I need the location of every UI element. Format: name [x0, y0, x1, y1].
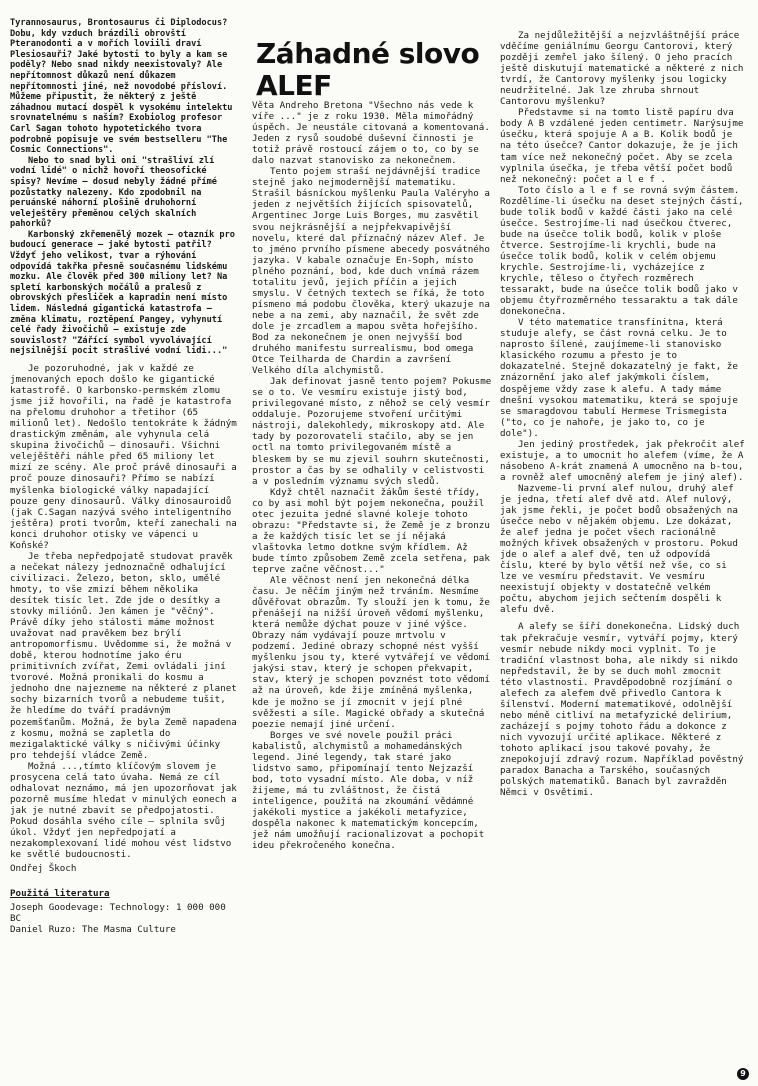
intro-paragraph-2: Nebo to snad byli oni "strašliví zlí vodní lidé" o nichž hovoří theosofické spisy? Nevíme – dosud nebyly žádné přímé pozůstatky nalezeny. Kdo zpodobnil na peruánské náhorní plošině druhohorní veleještěry přeměnou celých skalních pahorků?: [10, 155, 217, 230]
paragraph: Tento pojem straší nejdávnější tradice stejně jako nejmodernější matematiku. Strašil básníckou myšlenku Paula Valéryho a jeden z největších žijících spisovatelů, Argentinec Jorge Luis Borges, mu zasvětil svou nejkrásnější a nejpřekvapivější novelu, které dal příznačný název Alef. Je to jméno prvního písmene abecedy posvátného jazyka. V kabale označuje En-Soph, místo plného poznání, bod, kde duch vnímá rázem totalitu jevů, jejich příčin a jejich smyslu. V četných textech se říká, že toto písmeno má podobu člověka, který ukazuje na nebe a na zemi, aby naznačil, že svět zde dole je zrcadlem a mapou světa hořejšího. Bod za nekonečnem je onen nejvyšší bod druhého manifestu surrealismu, bod omega Otce Teilharda de Chardin a završení Velkého díla alchymistů.: [252, 166, 490, 377]
paragraph: V této matematice transfinitna, která studuje alefy, se část rovná celku. Je to naprosto šílené, zaujímeme-li stanovisko klasického rozumu a přesto je to dokazatelné. Stejně dokazatelný je fakt, že znázornění jako alef jakýmkoli číslem, dospějeme vždy zase k alefu. A tady máme dnešní vysokou matematiku, která se spojuje se smaragdovou tabulí Hermese Trismegista ("to, co je nahoře, je jako to, co je dole").: [500, 317, 738, 439]
column-3: [500, 30, 745, 798]
literature-item: Joseph Goodevage: Technology: 1 000 000 BC: [10, 902, 226, 925]
paragraph: Představme si na tomto listě papíru dva body A B vzdálené jeden centimetr. Narýsujme úsečku, která spojuje A a B. Kolik bodů je na této úsečce? Cantor dokazuje, že je jich tam více než nekonečný počet. Aby se zcela vyplnila úsečka, je třeba větší počet bodů než nekonečný: počet a l e f .: [500, 107, 744, 185]
literature-heading: Použitá literatura: [10, 888, 110, 900]
paragraph: Za nejdůležitější a nejzvláštnější práce vděčíme geniálnímu Georgu Cantorovi, který později zemřel jako šílený. O jeho pracích ještě diskutují matematické a některé z nich tvrdí, že Cantorovy myšlenky jsou logicky neudržitelné. Jak lze zhruba shrnout Cantorovu myšlenku?: [500, 30, 744, 108]
paragraph: Jen jediný prostředek, jak překročit alef existuje, a to umocnit ho alefem (víme, že A násobeno A-krát znamená A umocněno na b-tou, a rovněž alef umocněný alefem je jiný alef).: [500, 438, 745, 483]
paragraph: Nazveme-li první alef nulou, druhý alef je jedna, třetí alef dvě atd. Alef nulový, jak jsme řekli, je počet bodů obsažených na úsečce nebo v nějakém objemu. Lze dokázat, že alef jedna je počet všech racionálně možných křivek obsažených v prostoru. Pokud jde o alef a alef dvě, ten už odpovídá číslu, které by bylo větší než vše, co si lze ve vesmíru představit. Ve vesmíru neexistují objekty v dostatečně velkém počtu, abychom jejich sečtením dospěli k alefu dvě.: [500, 482, 738, 616]
paragraph: Možná ...,tímto klíčovým slovem je prosycena celá tato úvaha. Nemá ze cíl odhalovat neznámo, má jen upozorňovat jak pozorně musíme hledat v minulých eonech a jak je nutné zbavit se předpojatosti. Pokud dosáhla svého cíle – splnila svůj úkol. Vždyť jen nepředpojatí a nezakomplexovaní lidé mohou vést lidstvo ke světlé budoucnosti.: [10, 760, 237, 861]
paragraph: Je třeba nepředpojatě studovat pravěk a nečekat nálezy jednoznačně odhalující civilizaci. Železo, beton, sklo, umělé hmoty, to vše zmizí během několika desítek tisíc let. Zde jde o desítky a stovky miliónů. Jen kámen je "věčný". Právě díky jeho stálosti máme možnost uvažovat nad pravěkem bez brýlí antropomorfismu. Uvědomme si, že možná v době, kterou hodnotíme jako éru primitivních zvířat, Zemi ovládali jiní tvorové. Možná pronikali do kosmu a jednoho dne najezneme na některé z planet sochy bizarních tvorů a nebudeme tušit, že hledíme do tváří pradávným pozemšťanům. Možná, že byla Země napadena z kosmu, možná se zapletla do mezigalaktické války s ničivými účinky pro tehdejší vládce Země.: [10, 550, 237, 761]
paragraph: Toto číslo a l e f se rovná svým částem. Rozdělíme-li úsečku na deset stejných částí, bude tolik bodů v každé části jako na celé úsečce. Sestrojíme-li nad úsečkou čtverec, bude na úsečce tolik bodů, kolik v ploše čtverce. Sestrojíme-li krychli, bude na úsečce tolik bodů, kolik v celém objemu krychle. Sestrojíme-li, vycházejíce z krychle, těleso o čtyřech rozměrech tessarakt, bude na úsečce tolik bodů jako v objemu čtyřrozměrného tessaraktu a tak dále donekonečna.: [500, 184, 744, 318]
paragraph: Když chtěl naznačit žákům šesté třídy, co by asi mohl být pojem nekonečna, použil otec jezuita jedné slavné koleje tohoto obrazu: "Představte si, že Země je z bronzu a že každých tisíc let se jí nějaká vlaštovka letmo dotkne svým křídlem. Až bude tímto způsobem Země zcela setřena, pak teprve začne věčnost...": [252, 486, 490, 575]
paragraph: Ale věčnost není jen nekonečná délka času. Je něčím jiným než trváním. Nesmíme důvěřovat obrazům. Ty slouží jen k tomu, že přenášejí na nižší úroveň vědomí myšlenku, která nemůže dýchat pouze v jiné výšce. Obrazy nám vydávají pouze mrtvolu v podzemí. Jediné obrazy schopné nést vyšší myšlenku jsou ty, které vytvářejí ve vědomí jakýsi stav, který je schopen překvapit, stav, který je schopen povznést toto vědomí až na úroveň, kde žije zmíněná myšlenka, kde je možno se jí zmocnit v její plné svěžesti a síle. Magické obřady a skutečná poezie nemají jiné určení.: [252, 575, 490, 730]
intro-paragraph: Tyrannosaurus, Brontosaurus či Diplodocus? Dobu, kdy vzduch brázdili obrovští Pteranodonti a v mořích loviili draví Plesiosauři? Jaké bytosti to byly a kam se poděly? Nebo snad nikdy neexistovaly? Ale nepřítomnost důkazů není důkazem nepřítomnosti jiné, než novodobé přísloví. Můžeme připustit, že některý z ještě záhadnou mutací dospěl k vysokému intelektu srovnatelnému s naším? Exobiolog profesor Carl Sagan tohoto hypotetického tvora podrobně popisuje ve svém bestselleru "The Cosmic Connections".: [10, 18, 233, 156]
paragraph: Jak definovat jasně tento pojem? Pokusme se o to. Ve vesmíru existuje jistý bod, privilegované místo, z něhož se celý vesmír oddaluje. Pozorujeme stvoření určitými nástroji, dalekohledy, mikroskopy atd. Ale tady by pozorovateli stačilo, aby se jen octl na tomto privilegovaném místě a bleskem by se mu zjevil souhrn skutečnosti, prostor a čas by se odhalily v celistvosti a v posledním významu svých sledů.: [252, 376, 492, 487]
page-number: 9: [737, 1068, 749, 1080]
intro-paragraph-3: Karbonský zkřemenělý mozek – otazník pro budoucí generace – jaké bytosti patřil? Vždyť jeho velikost, tvar a rýhování odpovídá takřka přesně současnému lidskému mozku. Ale člověk před 300 miliony let? Na spletí karbonských močálů a pralesů z obrovských přesliček a kapradin není místo lidem. Následná gigantická katastrofa – změna klimatu, roztěpení Pangey, vyhynutí celé řady živočichů – existuje zde souvislost? "Zářící symbol vyvolávající nejsilnější pocit strašlivé vodní lidi...": [10, 229, 235, 357]
author-signature: Ondřej Škoch: [10, 863, 77, 875]
column-1: [10, 18, 242, 935]
column-2: [252, 100, 492, 851]
paragraph: Borges ve své novele použil práci kabalistů, alchymistů a mohamedánských legend. Jiné legendy, tak staré jako lidstvo samo, připomínají tento Nejzazší bod, toto vysadní místo. Ale doba, v níž žijeme, má tu zvláštnost, že čistá inteligence, použitá na zkoumání vědámné jakékoli mystice a jakékoli metafyzice, dospěla nakonec k matematickým koncepcím, jež nám umožňují racionalizovat a pochopit ideu překročeného konečna.: [252, 729, 485, 852]
literature-item: Daniel Ruzo: The Masma Culture: [10, 924, 176, 936]
paragraph: A alefy se šíří donekonečna. Lidský duch tak překračuje vesmír, vytváří pojmy, který vesmír nebude nikdy moci vyplnit. To je tradiční vlastnost boha, ale nikdy si nikdo nepředstavil, že by se duch mohl zmocnit této vlastnosti. Pravděpodobně rozjímání o alefech za alefem dvě přivedlo Cantora k šílenství. Moderní matematikové, odolnější nebo méně citliví na metafyzické delirium, zacházejí s pojmy tohoto řádu a dokonce z nich vyvozují určité aplikace. Některé z tohoto aplikací jsou takové povahy, že znepokojují zdravý rozum. Například pověstný paradox Banacha a Tarského, současných polských matematiků. Banach byl zavražděn Němci v Osvětimi.: [500, 621, 744, 799]
article-title: Záhadné slovo ALEF: [256, 37, 480, 102]
paragraph: Věta Andreho Bretona "Všechno nás vede k víře ..." je z roku 1930. Měla mimořádný úspěch. Je neustále citovaná a komentovaná. Jeden z rysů soudobé duševní činnosti je totiž právě rostoucí zájem o to, co by se dalo nazvat stanovisko za nekonečnem.: [252, 100, 490, 167]
paragraph: Je pozoruhodné, jak v každé ze jmenovaných epoch došlo ke gigantické katastrofě. O karbonsko-permském zlomu jsme již hovořili, na řadě je katastrofa na přelomu druhohor a třetihor (65 milionů let). Nedošlo tentokráte k žádným drastickým změnám, ale vyhynula celá skupina živočichů – dinosauři. Všichni velejěštěři náhle před 65 miliony let mizí ze scény. Ale proč právě dinosauři a proč pouze dinosauři? Přímo se nabízí myšlenka biologické války napadající pouze geny dinosaurů. Války dinosauroidů (jak C.Sagan nazývá svého inteligentního ještěra) proti tvorům, kteří zanechali na konci druhohor otisky ve vápenci u Koňské?: [10, 363, 237, 551]
